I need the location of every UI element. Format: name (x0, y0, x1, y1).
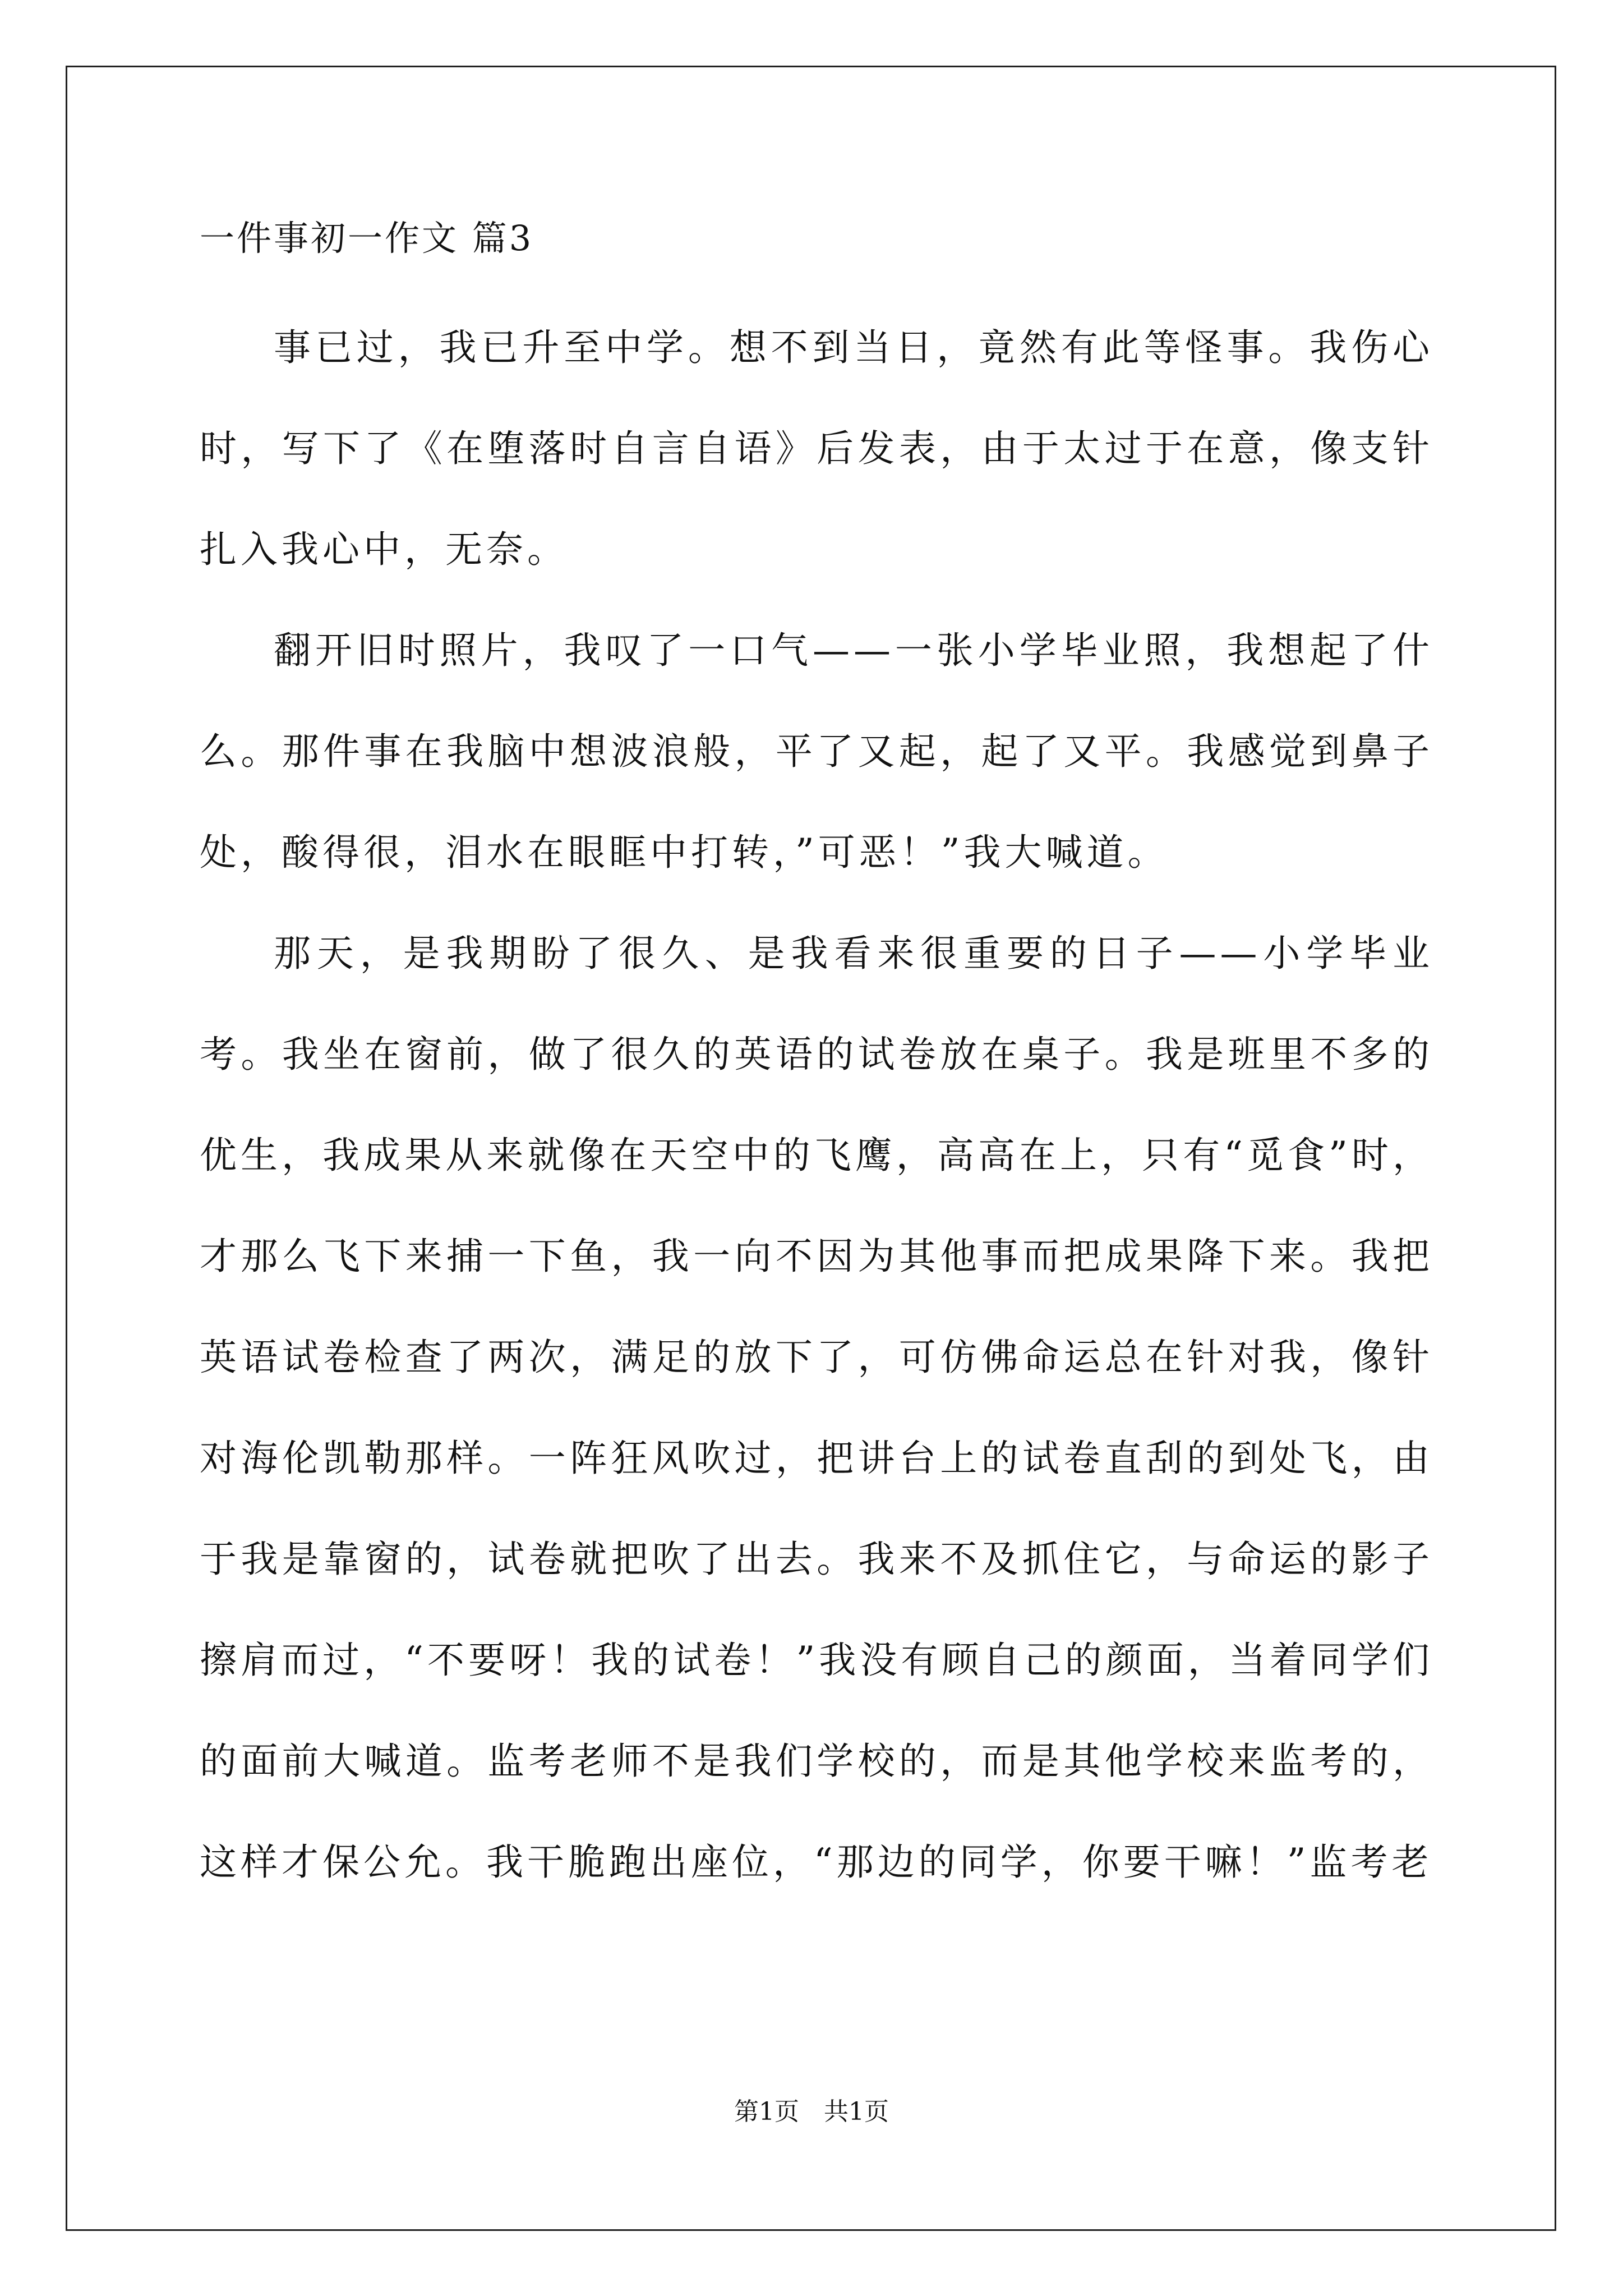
paragraph-2: 翻开旧时照片，我叹了一口气——一张小学毕业照，我想起了什么。那件事在我脑中想波浪般，平了又起，起了又平。我感觉到鼻子处，酸得很，泪水在眼眶中打转，”可恶！”我大喊道。 (200, 629, 1433, 874)
document-body (200, 213, 1433, 1913)
paragraph-1: 事已过，我已升至中学。想不到当日，竟然有此等怪事。我伤心时，写下了《在堕落时自言自语》后发表，由于太过于在意，像支针扎入我心中，无奈。 (200, 326, 1433, 571)
page-footer: 第1页 共1页 (734, 2097, 889, 2126)
essay-heading: 一件事初一作文 篇3 (200, 218, 534, 259)
paragraph-3: 那天，是我期盼了很久、是我看来很重要的日子——小学毕业考。我坐在窗前，做了很久的英语的试卷放在桌子。我是班里不多的优生，我成果从来就像在天空中的飞鹰，高高在上，只有“觅食”时，才那么飞下来捕一下鱼，我一向不因为其他事而把成果降下来。我把英语试卷检查了两次，满足的放下了，可仿佛命运总在针对我，像针对海伦凯勒那样。一阵狂风吹过，把讲台上的试卷直刮的到处飞，由于我是靠窗的，试卷就把吹了出去。我来不及抓住它，与命运的影子擦肩而过，“不要呀！我的试卷！”我没有顾自己的颜面，当着同学们的面前大喊道。监考老师不是我们学校的，而是其他学校来监考的，这样才保公允。我干脆跑出座位，“那边的同学，你要干嘛！”监考老 (200, 932, 1433, 1884)
